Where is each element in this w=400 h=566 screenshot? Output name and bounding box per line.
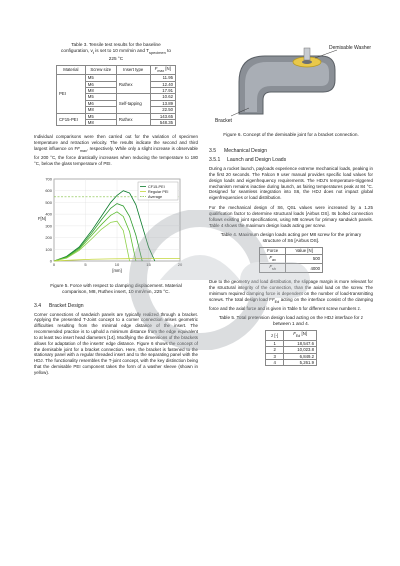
- section-number: 3.4: [34, 302, 42, 309]
- right-paragraph-3: Due to the geometry and load distribution, the slippage margin is more relevant for the structural integrity of the connection, than the axial load on the screw. The minimum required clamping force is dependent on the number of load-transmitting screws. The total design load $FF_{Ed}$ acting on the interface consist of the clamping force and the axial force and is given in Table 5 for different screw numbers z.: [209, 279, 373, 311]
- table-row: [260, 254, 323, 263]
- table3-caption-line1: Table 3. Tensile test results for the baseline: [71, 42, 161, 47]
- x-tick-label: 10: [114, 261, 120, 267]
- table3-caption-line2b: is set to 10 mm/min and T: [93, 48, 150, 53]
- table5-fed: 6,849.2: [284, 353, 317, 359]
- y-tick-label: 200: [45, 234, 52, 240]
- x-tick-label: 5: [84, 261, 87, 267]
- x-tick-label: 20: [177, 261, 183, 267]
- f-symbol: F: [269, 254, 273, 260]
- fmax-symbol: F: [154, 65, 158, 71]
- section-title: Launch and Design Loads: [227, 157, 287, 163]
- table3-caption-line2c: to: [165, 48, 171, 53]
- table3-force: 143.65: [150, 113, 175, 119]
- table3-caption-sub-specimen: specimen: [149, 49, 166, 55]
- table5-z: 3: [266, 353, 284, 359]
- figure5-caption: Figure 5. Force with respect to clamping displacement. Material comparison, M8, Ruthex insert, 10 mm/min, 225 °C.: [50, 282, 182, 294]
- table3-force: 13.89: [150, 100, 175, 106]
- label-bracket: Bracket: [215, 118, 232, 124]
- table5-z: 1: [266, 340, 284, 346]
- table5-header-row: [266, 331, 317, 340]
- right-paragraph-2: For the mechanical design of S6, QSL values were increased by a 1.25 qualification factor to determine structural loads [Airbus DS]. Its bolted connection follows existing joint specifications, using M8 screws for primary sandwich panels. Table 4 shows the maximum design loads acting per screw.: [209, 205, 373, 228]
- table3-insert-selftapping: Self-tapping: [116, 94, 150, 113]
- table4-caption: Table 4. Maximum design loads acting per M8 screw for the primary structure of S6 [Airbus DS].: [220, 232, 362, 244]
- section-title: Mechanical Design: [224, 148, 268, 154]
- y-tick-label: 600: [45, 187, 52, 193]
- table3-header-material: Material: [57, 65, 86, 74]
- y-tick-label: 300: [45, 222, 52, 228]
- table3-force: 548.35: [150, 120, 175, 126]
- left-p1-sub: max: [79, 149, 87, 154]
- table3-header-insert: Insert type: [116, 65, 150, 74]
- table3-screw: M8: [85, 107, 116, 113]
- legend-entry: Regular PEI: [148, 189, 169, 194]
- table3-caption-line3: 225 °C: [108, 55, 124, 61]
- section-3-5-heading: [209, 148, 373, 154]
- table3-insert-ruthex-cf: Ruthex: [116, 113, 150, 126]
- right-column: [209, 42, 373, 370]
- left-paragraph-2: Corner connections of sandwich panels are typically realized through a bracket. Applying the presented T-Joint concept to a corner connection arises geometric difficulties resulting from the minimal edge distance of the insert. The recommended practice is to uphold a minimum distance from the edge equivalent to at least two insert head diameters [14]. Modifying the dimensions of the brackets allows for adaptation of the inserts' edge distance. Figure 6 shows the concept of the demisable joint for a bracket connection. Here, the bracket is fastened to the stationary panel with a regular threaded insert and to the separating panel with the HDJ. The functionality resembles the T-joint concept, with the key distinction being that the demisable PEI component takes the form of a washer sleeve (shown in yellow).: [34, 311, 198, 375]
- table3-material-pei: PEI: [57, 75, 86, 113]
- table4-value-cell: 500: [286, 254, 323, 263]
- section-number: 3.5: [209, 148, 217, 154]
- screw-head: [304, 48, 310, 60]
- table5-header-fed: [284, 331, 317, 340]
- x-axis-label: [mm]: [112, 267, 122, 273]
- left-p1-text: Individual comparisons were then carried out for the variation of specimen temperature and retraction velocity. The results indicate the second and third largest influence on F: [34, 134, 198, 152]
- table3-header-force: [150, 65, 175, 74]
- table3-force: 11.95: [150, 75, 175, 81]
- table3-force: 22.50: [150, 107, 175, 113]
- table-row: [260, 264, 323, 273]
- legend-entry: Average: [148, 194, 163, 199]
- right-p3-text: Due to the geometry and load distribution, the slippage margin is more relevant for the structural integrity of the connection, than the axial load on the screw. The minimum required clamping force is dependent on the number of load-transmitting screws. The total design load F: [209, 279, 373, 302]
- table3-insert-ruthex: Ruthex: [116, 75, 150, 94]
- table3-material-cf15: CF15-PEI: [57, 113, 86, 126]
- left-column: [34, 42, 198, 380]
- y-axis-label: F[N]: [38, 215, 46, 221]
- table3-header-row: [57, 65, 176, 74]
- table5-fed: 18,547.6: [284, 340, 317, 346]
- y-tick-label: 0: [49, 258, 52, 264]
- fmax-unit: [N]: [164, 65, 171, 71]
- x-tick-label: 15: [146, 261, 151, 267]
- table5-caption: Table 5. Total pretension design load acting on the HDJ interface for z between 1 and 4.: [218, 315, 364, 327]
- table4-force-cell: [260, 254, 286, 263]
- table3-header-screw: Screw size: [85, 65, 116, 74]
- table-row: [266, 359, 317, 365]
- figure6-caption: Figure 6. Concept of the demisable joint for a bracket connection.: [223, 132, 359, 137]
- table5-header-z: z [-]: [266, 331, 284, 340]
- table5-fed: 10,023.8: [284, 347, 317, 353]
- table3-screw: M8: [85, 120, 116, 126]
- section-3-5-1-heading: [209, 157, 373, 163]
- right-p3b-text: acting on the interface consist of the clamping force and the axial force and is given in Table 5 for different screw numbers z.: [209, 296, 373, 311]
- section-3-4-heading: [34, 303, 198, 309]
- legend-entry: CF15-PEI: [148, 184, 165, 189]
- table3-screw: M5: [85, 113, 116, 119]
- table5-z: 4: [266, 359, 284, 365]
- right-p3-sub: Ed: [274, 299, 280, 304]
- figure6-bracket-illustration: [209, 42, 373, 124]
- fed-symbol: F: [293, 331, 296, 337]
- table4-force-cell: [260, 264, 286, 273]
- table4-value-cell: 4000: [286, 264, 323, 273]
- table5-fed: 5,261.9: [284, 359, 317, 365]
- right-paragraph-1: During a rocket launch, payloads experience extreme mechanical loads, peaking in the first 20 seconds. The Falcon 9 user manual provides specific load values for design loads and eigenfrequency requirements. The HDJ's temperature-triggered mechanism remains inactive during launch, as fairing temperatures peak at 84 °C. Designed for seamless integration into S6, the HDJ does not impact global eigenfrequencies or load distribution.: [209, 166, 373, 201]
- fmax-sub: max: [157, 68, 165, 73]
- table3-caption: [34, 42, 198, 62]
- fed-sub: Ed: [295, 334, 301, 339]
- table3-force: 12.40: [150, 81, 175, 87]
- left-paragraph-1: Individual comparisons were then carried out for the variation of specimen temperature and retraction velocity. The results indicate the second and third largest influence on $FF_{max}$, respectively. While only a slight increase is observable for 200 °C, the force drastically increases when reducing the temperature to 180 °C, below the glass temperature of PEI.: [34, 134, 198, 166]
- f-symbol: F: [269, 264, 273, 270]
- label-demisable-washer: Demisable Washer: [329, 45, 372, 51]
- f-sub: ax: [272, 257, 276, 262]
- table3-screw: M6: [85, 100, 116, 106]
- table4-header-force: Force: [260, 248, 286, 254]
- table3-screw: M8: [85, 88, 116, 94]
- y-tick-label: 400: [45, 211, 52, 217]
- table3-force: 10.62: [150, 94, 175, 100]
- left-p1b-text: , respectively. While only a slight increase is observable for 200 °C, the force drastically increases when reducing the temperature to 180 °C, below the glass temperature of PEI.: [34, 146, 198, 166]
- table5-z: 2: [266, 347, 284, 353]
- y-tick-label: 700: [45, 176, 52, 182]
- fed-unit: [N]: [300, 331, 307, 337]
- f-sub: sh: [272, 266, 276, 271]
- table3-caption-sub-t: t: [92, 49, 94, 55]
- table5: [265, 330, 317, 366]
- table4-header-value: Value [N]: [286, 248, 323, 254]
- table3-screw: M5: [85, 75, 116, 81]
- table3-screw: M6: [85, 81, 116, 87]
- section-number: 3.5.1: [209, 157, 221, 163]
- section-title: Bracket Design: [49, 302, 84, 309]
- table3-screw: M5: [85, 94, 116, 100]
- x-tick-label: 0: [52, 261, 56, 267]
- table4: [259, 247, 323, 273]
- figure5-chart: [34, 171, 198, 281]
- table3-force: 17.91: [150, 88, 175, 94]
- washer-hole: [302, 60, 312, 64]
- y-tick-label: 500: [45, 199, 52, 205]
- table3-caption-line2a: configuration, v: [61, 48, 93, 53]
- table3: [56, 65, 176, 127]
- y-tick-label: 100: [45, 246, 52, 252]
